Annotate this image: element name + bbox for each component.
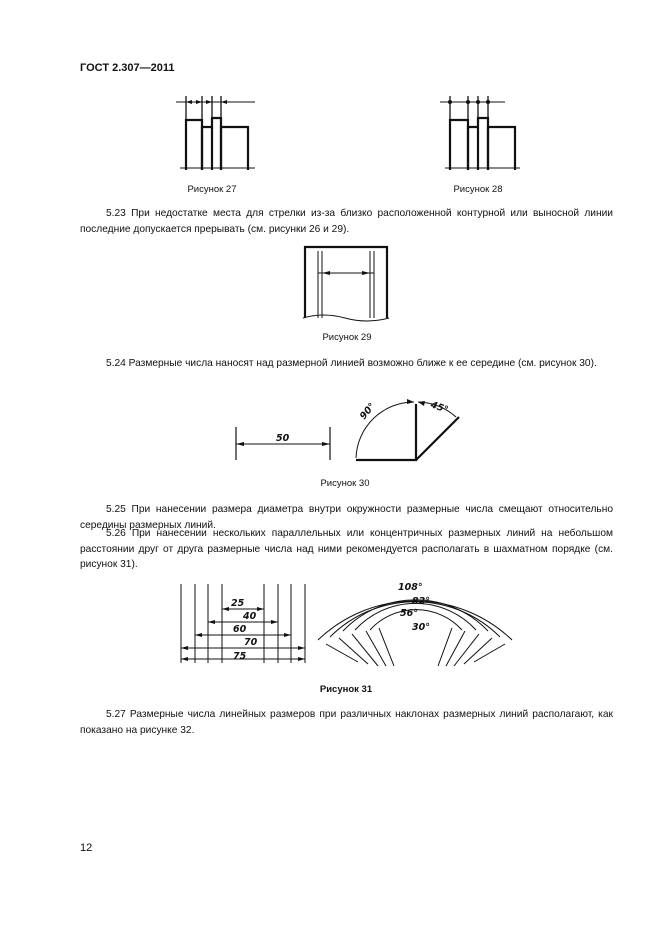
- figure-30-angle-90: 90°: [357, 401, 378, 422]
- document-header: ГОСТ 2.307—2011: [80, 62, 175, 74]
- paragraph-5-23-text: 5.23 При недостатке места для стрелки из-за близко расположенной контурной или выносной линии последние допускается прерывать (см. рисунки 26 и 29).: [80, 208, 613, 235]
- figure-31-linear-value-70: 70: [244, 637, 258, 648]
- figure-31-angle-82: 82°: [412, 596, 430, 607]
- figure-31-angle-108: 108°: [398, 582, 423, 593]
- figure-30-linear-value: 50: [276, 433, 290, 444]
- figure-31-angle-30: 30°: [412, 622, 430, 633]
- figure-29-caption: Рисунок 29: [322, 332, 372, 343]
- figure-28-caption: Рисунок 28: [453, 184, 503, 195]
- figure-30-angle-45: 45°: [428, 399, 450, 416]
- figure-31-linear-value-60: 60: [233, 624, 247, 635]
- paragraph-5-27-text: 5.27 Размерные числа линейных размеров при различных наклонах размерных линий располагают, как показано на рисунке 32.: [80, 709, 613, 736]
- page-number: 12: [80, 842, 93, 854]
- figure-31-caption: Рисунок 31: [319, 684, 373, 695]
- paragraph-5-26-text: 5.26 При нанесении нескольких параллельных или концентричных размерных линий на небольшом расстоянии друг от друга размерные числа над ними рекомендуется располагать в шахматном порядке (см. рисунок 31).: [80, 528, 613, 570]
- paragraph-5-27: [80, 707, 613, 738]
- figure-31-linear-value-40: 40: [243, 611, 257, 622]
- figure-31-angle-56: 56°: [400, 608, 418, 619]
- figure-31-linear-value-25: 25: [231, 598, 245, 609]
- figure-30-caption: Рисунок 30: [320, 478, 370, 489]
- figure-31-linear-value-75: 75: [233, 651, 247, 662]
- paragraph-5-24-text: 5.24 Размерные числа наносят над размерной линией возможно ближе к ее середине (см. рисунок 30).: [106, 358, 597, 369]
- paragraph-5-25-text: 5.25 При нанесении размера диаметра внутри окружности размерные числа смещают относительно середины размерных линий.: [80, 504, 613, 531]
- figure-27-caption: Рисунок 27: [187, 184, 237, 195]
